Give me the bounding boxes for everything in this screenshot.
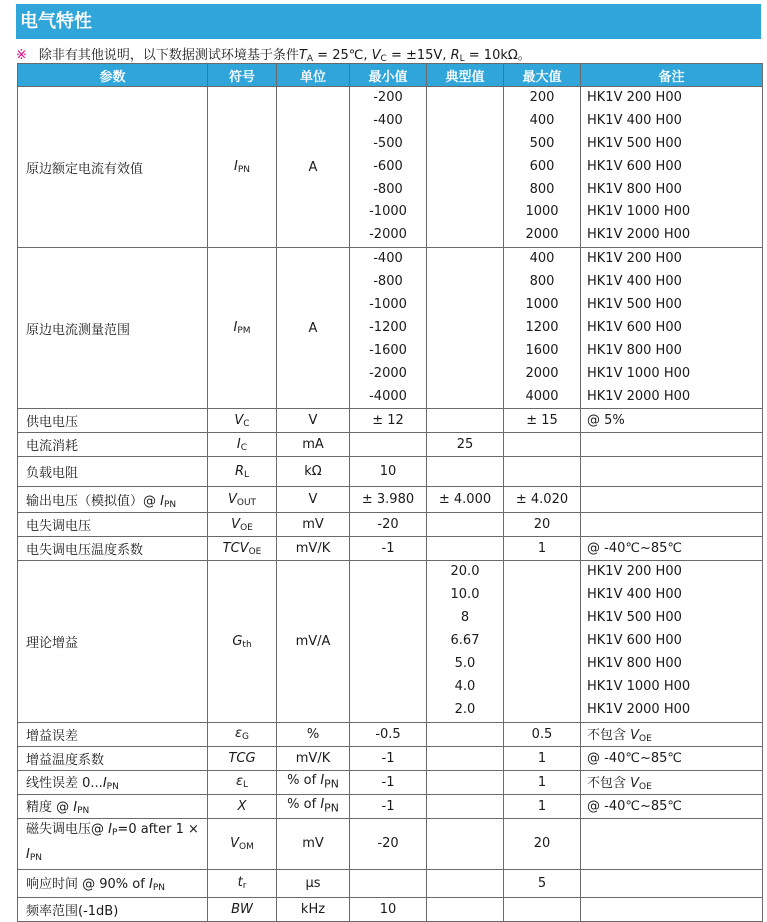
- unit-cell: kHz: [277, 897, 350, 921]
- min-cell: -1: [350, 746, 427, 770]
- table-row: [18, 87, 763, 248]
- table-row: [18, 487, 763, 513]
- max-cell: 1: [504, 770, 581, 794]
- symbol-cell: $G_{th}$: [208, 561, 277, 722]
- param-cell: 原边额定电流有效值: [18, 87, 208, 248]
- min-cell: ± 12: [350, 409, 427, 433]
- remark-cell: [581, 897, 763, 921]
- symbol-cell: $V_{OM}$: [208, 818, 277, 869]
- typ-cell: [427, 746, 504, 770]
- min-cell: [350, 433, 427, 457]
- typ-cell: [427, 87, 504, 248]
- header-unit: 单位: [277, 64, 350, 87]
- param-cell: 增益误差: [18, 722, 208, 746]
- typ-cell: [427, 869, 504, 897]
- min-cell: -1: [350, 794, 427, 818]
- unit-cell: mV/A: [277, 561, 350, 722]
- table-row: [18, 818, 763, 869]
- param-cell: 频率范围(-1dB): [18, 897, 208, 921]
- remark-cell: [581, 818, 763, 869]
- max-cell: ± 15: [504, 409, 581, 433]
- typ-cell: [427, 722, 504, 746]
- table-row: [18, 770, 763, 794]
- table-row: [18, 457, 763, 487]
- max-cell: 5: [504, 869, 581, 897]
- param-cell: 精度 @ $I_{PN}$: [18, 794, 208, 818]
- min-cell: -20: [350, 818, 427, 869]
- symbol-cell: $I_{PM}$: [208, 248, 277, 409]
- table-header-row: [18, 64, 763, 87]
- param-cell: 响应时间 @ 90% of $I_{PN}$: [18, 869, 208, 897]
- min-cell: -200 -400 -500 -600 -800 -1000 -2000: [350, 87, 427, 248]
- min-cell: [350, 869, 427, 897]
- param-cell: 理论增益: [18, 561, 208, 722]
- max-cell: 20: [504, 818, 581, 869]
- symbol-cell: $R_L$: [208, 457, 277, 487]
- symbol-cell: BW: [208, 897, 277, 921]
- param-cell: 输出电压（模拟值）@ $I_{PN}$: [18, 487, 208, 513]
- note-text: 除非有其他说明，以下数据测试环境基于条件: [38, 48, 299, 63]
- typ-cell: [427, 537, 504, 561]
- max-cell: 1: [504, 746, 581, 770]
- remark-cell: [581, 869, 763, 897]
- unit-cell: mV: [277, 513, 350, 537]
- remark-cell: 不包含 $V_{OE}$: [581, 770, 763, 794]
- max-cell: 200 400 500 600 800 1000 2000: [504, 87, 581, 248]
- max-cell: 1: [504, 537, 581, 561]
- max-cell: [504, 433, 581, 457]
- header-remark: 备注: [581, 64, 763, 87]
- param-cell: 供电电压: [18, 409, 208, 433]
- max-cell: 0.5: [504, 722, 581, 746]
- unit-cell: %: [277, 722, 350, 746]
- table-row: [18, 869, 763, 897]
- electrical-characteristics-table: [17, 63, 763, 922]
- header-symbol: 符号: [208, 64, 277, 87]
- remark-cell: @ -40℃~85℃: [581, 794, 763, 818]
- symbol-cell: TCG: [208, 746, 277, 770]
- typ-cell: ± 4.000: [427, 487, 504, 513]
- min-cell: -0.5: [350, 722, 427, 746]
- unit-cell: V: [277, 409, 350, 433]
- unit-cell: mV: [277, 818, 350, 869]
- param-cell: 电流消耗: [18, 433, 208, 457]
- min-cell: -20: [350, 513, 427, 537]
- unit-cell: % of $I_{PN}$: [277, 794, 350, 818]
- typ-cell: [427, 409, 504, 433]
- table-row: [18, 897, 763, 921]
- header-param: 参数: [18, 64, 208, 87]
- min-cell: -400 -800 -1000 -1200 -1600 -2000 -4000: [350, 248, 427, 409]
- symbol-cell: $\varepsilon_G$: [208, 722, 277, 746]
- unit-cell: A: [277, 87, 350, 248]
- unit-cell: mV/K: [277, 746, 350, 770]
- unit-cell: A: [277, 248, 350, 409]
- max-cell: [504, 897, 581, 921]
- table-row: [18, 409, 763, 433]
- unit-cell: mA: [277, 433, 350, 457]
- typ-cell: [427, 818, 504, 869]
- header-min: 最小值: [350, 64, 427, 87]
- min-cell: -1: [350, 770, 427, 794]
- remark-cell: [581, 513, 763, 537]
- header-typ: 典型值: [427, 64, 504, 87]
- remark-cell: HK1V 200 H00 HK1V 400 H00 HK1V 500 H00 HK1V 600 H00 HK1V 800 H00 HK1V 1000 H00 HK1V 2000 H00: [581, 561, 763, 722]
- remark-cell: @ 5%: [581, 409, 763, 433]
- remark-cell: HK1V 200 H00 HK1V 400 H00 HK1V 500 H00 HK1V 600 H00 HK1V 800 H00 HK1V 1000 H00 HK1V 2000 H00: [581, 248, 763, 409]
- typ-cell: [427, 897, 504, 921]
- unit-cell: V: [277, 487, 350, 513]
- min-cell: -1: [350, 537, 427, 561]
- min-cell: ± 3.980: [350, 487, 427, 513]
- min-cell: 10: [350, 457, 427, 487]
- unit-cell: μs: [277, 869, 350, 897]
- param-cell: 原边电流测量范围: [18, 248, 208, 409]
- table-row: [18, 746, 763, 770]
- symbol-cell: $V_C$: [208, 409, 277, 433]
- symbol-cell: $V_{OE}$: [208, 513, 277, 537]
- header-max: 最大值: [504, 64, 581, 87]
- remark-cell: @ -40℃~85℃: [581, 746, 763, 770]
- typ-cell: [427, 248, 504, 409]
- symbol-cell: $I_C$: [208, 433, 277, 457]
- remark-cell: [581, 487, 763, 513]
- max-cell: ± 4.020: [504, 487, 581, 513]
- remark-cell: HK1V 200 H00 HK1V 400 H00 HK1V 500 H00 HK1V 600 H00 HK1V 800 H00 HK1V 1000 H00 HK1V 2000 H00: [581, 87, 763, 248]
- max-cell: [504, 561, 581, 722]
- max-cell: 1: [504, 794, 581, 818]
- param-cell: 磁失调电压@ $I_P=0$ after $1 \times I_{PN}$: [18, 818, 208, 869]
- typ-cell: [427, 770, 504, 794]
- symbol-cell: $t_r$: [208, 869, 277, 897]
- remark-cell: [581, 433, 763, 457]
- min-cell: 10: [350, 897, 427, 921]
- table-row: [18, 722, 763, 746]
- typ-cell: [427, 457, 504, 487]
- symbol-cell: $\varepsilon_L$: [208, 770, 277, 794]
- param-cell: 电失调电压: [18, 513, 208, 537]
- typ-cell: 25: [427, 433, 504, 457]
- max-cell: 400 800 1000 1200 1600 2000 4000: [504, 248, 581, 409]
- symbol-cell: $V_{OUT}$: [208, 487, 277, 513]
- unit-cell: % of $I_{PN}$: [277, 770, 350, 794]
- typ-cell: 20.0 10.0 8 6.67 5.0 4.0 2.0: [427, 561, 504, 722]
- remark-cell: @ -40℃~85℃: [581, 537, 763, 561]
- note-mark-icon: ※: [16, 48, 27, 63]
- min-cell: [350, 561, 427, 722]
- table-row: [18, 794, 763, 818]
- symbol-cell: $TCV_{OE}$: [208, 537, 277, 561]
- table-row: [18, 513, 763, 537]
- param-cell: 电失调电压温度系数: [18, 537, 208, 561]
- typ-cell: [427, 794, 504, 818]
- test-condition-note: ※ 除非有其他说明，以下数据测试环境基于条件$T_A$ = 25℃, $V_C = \pm 15V$, $R_L = 10k\Omega$。: [16, 48, 531, 64]
- remark-cell: 不包含 $V_{OE}$: [581, 722, 763, 746]
- unit-cell: kΩ: [277, 457, 350, 487]
- typ-cell: [427, 513, 504, 537]
- param-cell: 线性误差 $0...I_{PN}$: [18, 770, 208, 794]
- param-cell: 增益温度系数: [18, 746, 208, 770]
- unit-cell: mV/K: [277, 537, 350, 561]
- max-cell: [504, 457, 581, 487]
- table-row: [18, 537, 763, 561]
- table-row: [18, 433, 763, 457]
- max-cell: 20: [504, 513, 581, 537]
- table-row: [18, 248, 763, 409]
- section-title: 电气特性: [16, 4, 761, 39]
- param-cell: 负载电阻: [18, 457, 208, 487]
- remark-cell: [581, 457, 763, 487]
- symbol-cell: X: [208, 794, 277, 818]
- table-row: [18, 561, 763, 722]
- symbol-cell: $I_{PN}$: [208, 87, 277, 248]
